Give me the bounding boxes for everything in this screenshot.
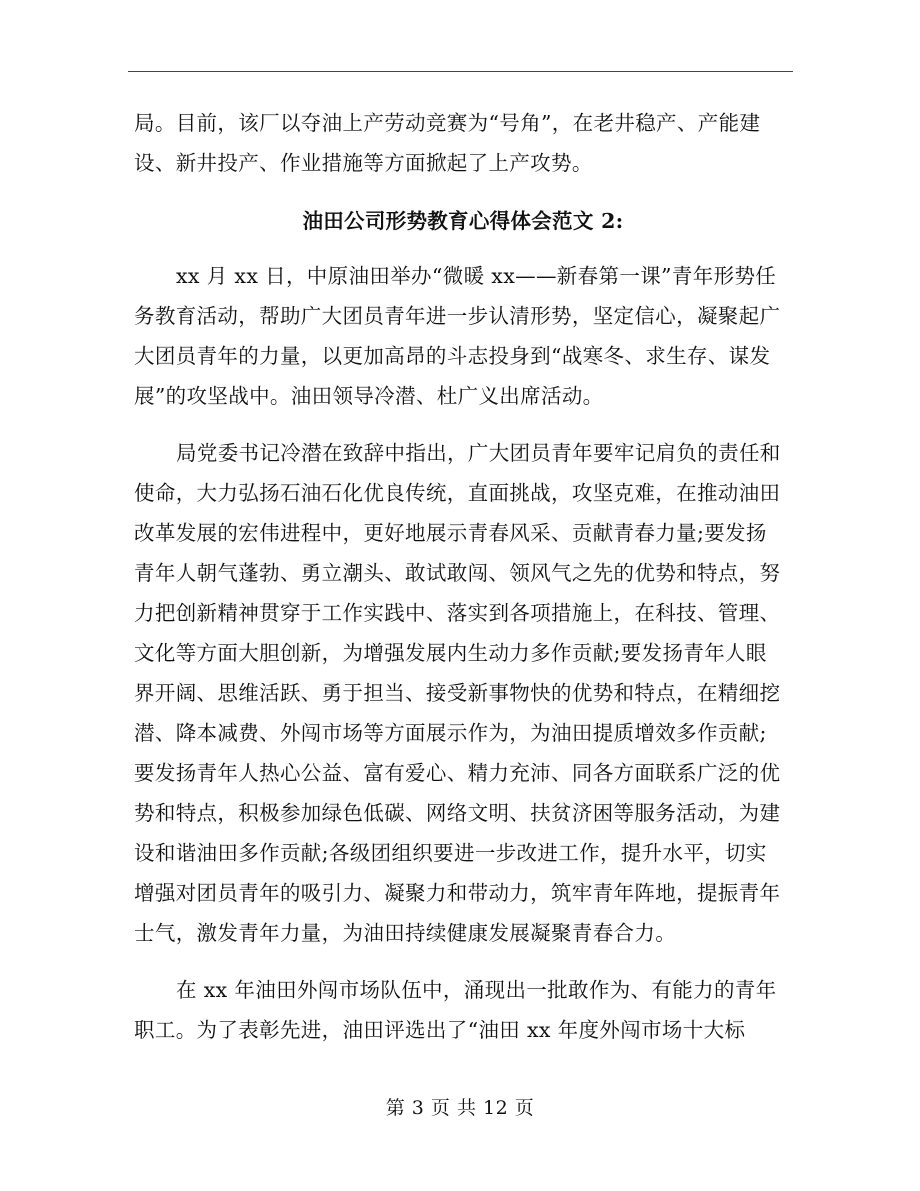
- paragraph-line: 职工。为了表彰先进，油田评选出了“油田 xx 年度外闯市场十大标: [134, 1018, 746, 1042]
- paragraph-line: 使命，大力弘扬石油石化优良传统，直面挑战，攻坚克难，在推动油田: [134, 481, 781, 505]
- paragraph-line: 增强对团员青年的吸引力、凝聚力和带动力，筑牢青年阵地，提振青年: [134, 881, 781, 905]
- page-number: 第 3 页 共 12 页: [385, 1097, 535, 1119]
- intro-line: 设、新井投产、作业措施等方面掀起了上产攻势。: [134, 151, 593, 175]
- section-title: 油田公司形势教育心得体会范文 2:: [302, 209, 624, 233]
- paragraph-line: 士气，激发青年力量，为油田持续健康发展凝聚青春合力。: [134, 921, 677, 945]
- paragraph-line: 改革发展的宏伟进程中，更好地展示青春风采、贡献青春力量;要发扬: [134, 521, 767, 545]
- paragraph-line: 要发扬青年人热心公益、富有爱心、精力充沛、同各方面联系广泛的优: [134, 761, 781, 785]
- header-rule: [128, 71, 793, 72]
- paragraph-line: 界开阔、思维活跃、勇于担当、接受新事物快的优势和特点，在精细挖: [134, 681, 781, 705]
- paragraph-line: 设和谐油田多作贡献;各级团组织要进一步改进工作，提升水平，切实: [134, 841, 767, 865]
- paragraph-line: 展”的攻坚战中。油田领导冷潜、杜广义出席活动。: [134, 384, 604, 408]
- paragraph-line: 势和特点，积极参加绿色低碳、网络文明、扶贫济困等服务活动，为建: [134, 801, 781, 825]
- paragraph-line: 力把创新精神贯穿于工作实践中、落实到各项措施上，在科技、管理、: [134, 601, 781, 625]
- paragraph-line: xx 月 xx 日，中原油田举办“微暖 xx——新春第一课”青年形势任: [176, 264, 777, 288]
- paragraph-line: 大团员青年的力量，以更加高昂的斗志投身到“战寒冬、求生存、谋发: [134, 344, 771, 368]
- paragraph-line: 青年人朝气蓬勃、勇立潮头、敢试敢闯、领风气之先的优势和特点，努: [134, 561, 781, 585]
- paragraph-line: 文化等方面大胆创新，为增强发展内生动力多作贡献;要发扬青年人眼: [134, 641, 767, 665]
- paragraph-line: 在 xx 年油田外闯市场队伍中，涌现出一批敢作为、有能力的青年: [176, 978, 777, 1002]
- paragraph-line: 局党委书记冷潜在致辞中指出，广大团员青年要牢记肩负的责任和: [176, 441, 781, 465]
- paragraph-line: 务教育活动，帮助广大团员青年进一步认清形势，坚定信心，凝聚起广: [134, 304, 781, 328]
- intro-line: 局。目前，该厂以夺油上产劳动竞赛为“号角”，在老井稳产、产能建: [134, 111, 761, 135]
- paragraph-line: 潜、降本减费、外闯市场等方面展示作为，为油田提质增效多作贡献;: [134, 721, 767, 745]
